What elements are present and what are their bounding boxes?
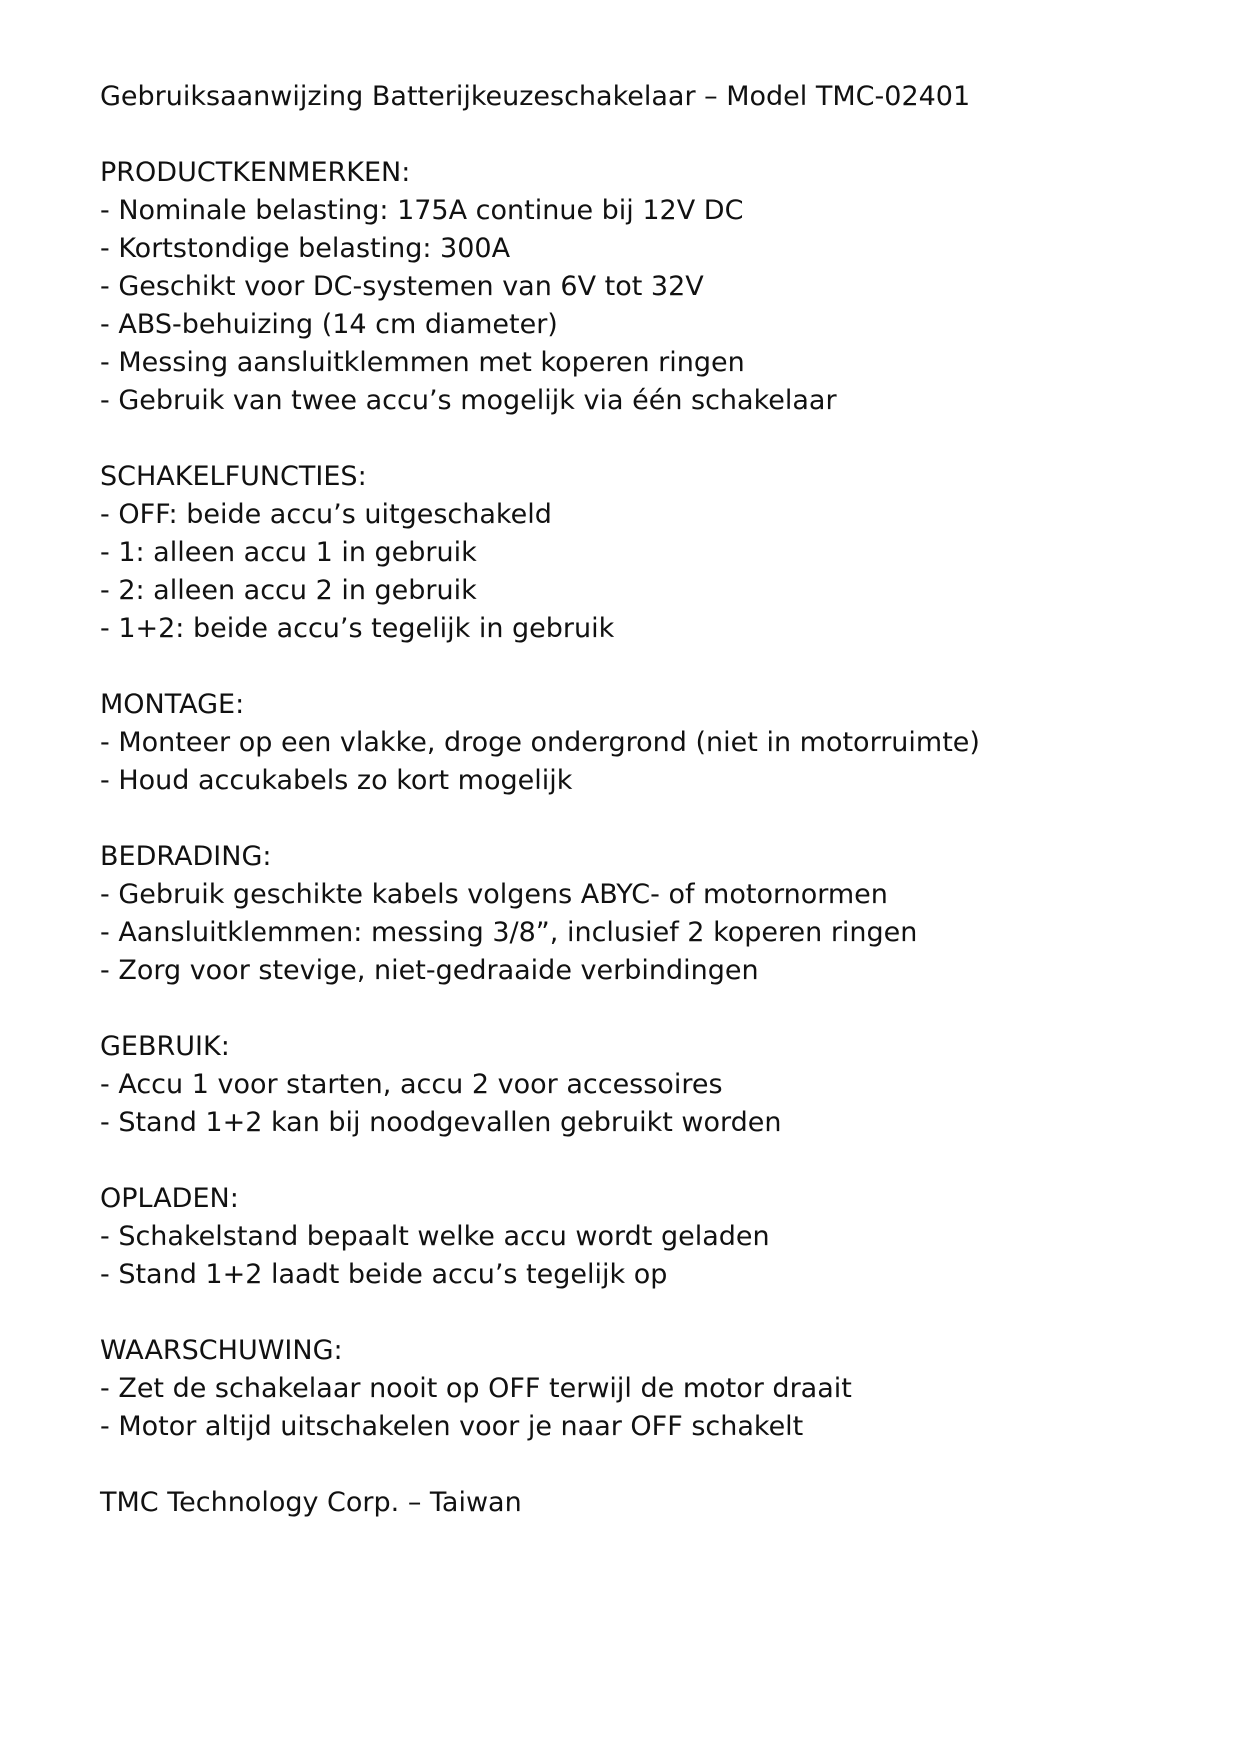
- spacer: [100, 1446, 1180, 1484]
- spacer: [100, 1142, 1180, 1180]
- section-heading: SCHAKELFUNCTIES:: [100, 461, 367, 492]
- section-heading: WAARSCHUWING:: [100, 1335, 343, 1366]
- spacer: [100, 648, 1180, 686]
- section-opladen: [100, 1180, 1180, 1294]
- manual-page: [100, 78, 1180, 1522]
- list-item: - Aansluitklemmen: messing 3/8”, inclusief 2 koperen ringen: [100, 917, 918, 948]
- list-item: - ABS-behuizing (14 cm diameter): [100, 309, 558, 340]
- list-item: - Messing aansluitklemmen met koperen ringen: [100, 347, 745, 378]
- spacer: [100, 1294, 1180, 1332]
- list-item: - Schakelstand bepaalt welke accu wordt geladen: [100, 1221, 770, 1252]
- list-item: - Gebruik geschikte kabels volgens ABYC- of motornormen: [100, 879, 888, 910]
- document-title: Gebruiksaanwijzing Batterijkeuzeschakelaar – Model TMC-02401: [100, 81, 971, 112]
- section-heading: GEBRUIK:: [100, 1031, 230, 1062]
- list-item: - Zet de schakelaar nooit op OFF terwijl de motor draait: [100, 1373, 852, 1404]
- spacer: [100, 116, 1180, 154]
- list-item: - Kortstondige belasting: 300A: [100, 233, 511, 264]
- spacer: [100, 420, 1180, 458]
- list-item: - Geschikt voor DC-systemen van 6V tot 32V: [100, 271, 704, 302]
- section-heading: MONTAGE:: [100, 689, 245, 720]
- section-gebruik: [100, 1028, 1180, 1142]
- section-schakelfuncties: [100, 458, 1180, 648]
- list-item: - OFF: beide accu’s uitgeschakeld: [100, 499, 552, 530]
- list-item: - Nominale belasting: 175A continue bij 12V DC: [100, 195, 744, 226]
- company-footer: TMC Technology Corp. – Taiwan: [100, 1487, 522, 1518]
- list-item: - Stand 1+2 laadt beide accu’s tegelijk op: [100, 1259, 668, 1290]
- list-item: - 1: alleen accu 1 in gebruik: [100, 537, 477, 568]
- list-item: - 1+2: beide accu’s tegelijk in gebruik: [100, 613, 615, 644]
- section-waarschuwing: [100, 1332, 1180, 1446]
- section-bedrading: [100, 838, 1180, 990]
- list-item: - 2: alleen accu 2 in gebruik: [100, 575, 477, 606]
- list-item: - Motor altijd uitschakelen voor je naar OFF schakelt: [100, 1411, 804, 1442]
- spacer: [100, 800, 1180, 838]
- list-item: - Monteer op een vlakke, droge ondergrond (niet in motorruimte): [100, 727, 980, 758]
- list-item: - Houd accukabels zo kort mogelijk: [100, 765, 573, 796]
- section-heading: BEDRADING:: [100, 841, 272, 872]
- spacer: [100, 990, 1180, 1028]
- section-productkenmerken: [100, 154, 1180, 420]
- section-montage: [100, 686, 1180, 800]
- list-item: - Stand 1+2 kan bij noodgevallen gebruikt worden: [100, 1107, 782, 1138]
- section-heading: PRODUCTKENMERKEN:: [100, 157, 411, 188]
- list-item: - Zorg voor stevige, niet-gedraaide verbindingen: [100, 955, 759, 986]
- list-item: - Gebruik van twee accu’s mogelijk via één schakelaar: [100, 385, 837, 416]
- list-item: - Accu 1 voor starten, accu 2 voor accessoires: [100, 1069, 723, 1100]
- section-heading: OPLADEN:: [100, 1183, 239, 1214]
